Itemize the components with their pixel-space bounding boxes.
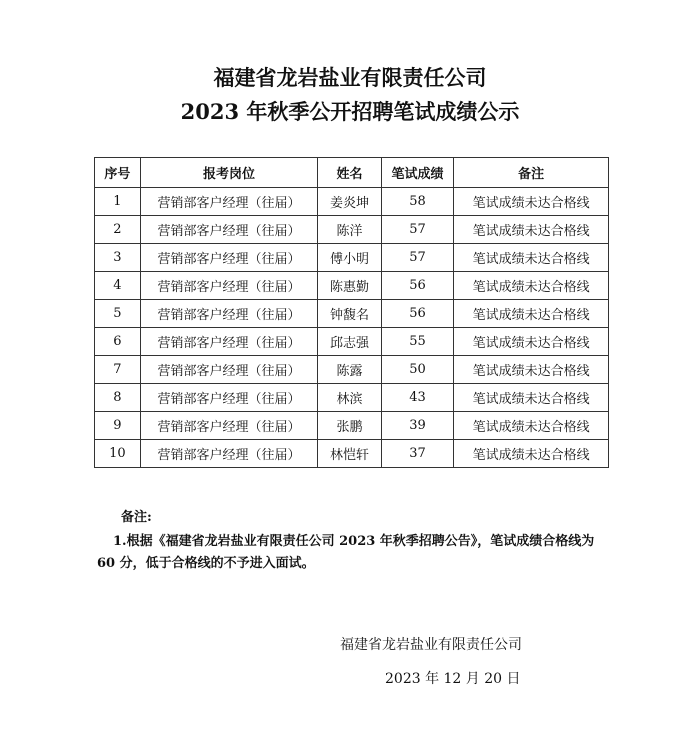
cell-name: 林恺轩	[318, 440, 382, 468]
cell-position: 营销部客户经理（往届）	[140, 356, 318, 384]
table-row	[95, 328, 609, 356]
cell-score: 39	[381, 412, 453, 440]
cell-name: 陈惠勤	[318, 272, 382, 300]
table-header-row	[95, 158, 609, 188]
cell-number: 3	[95, 244, 141, 272]
cell-number: 5	[95, 300, 141, 328]
table-row	[95, 216, 609, 244]
cell-position: 营销部客户经理（往届）	[140, 412, 318, 440]
cell-score: 58	[381, 188, 453, 216]
cell-number: 9	[95, 412, 141, 440]
column-header-name: 姓名	[318, 158, 382, 188]
table-row	[95, 244, 609, 272]
cell-number: 7	[95, 356, 141, 384]
cell-score: 57	[381, 244, 453, 272]
table-row	[95, 300, 609, 328]
cell-score: 56	[381, 300, 453, 328]
cell-score: 56	[381, 272, 453, 300]
table-body	[95, 188, 609, 468]
table-row	[95, 188, 609, 216]
cell-remark: 笔试成绩未达合格线	[454, 300, 609, 328]
cell-score: 37	[381, 440, 453, 468]
cell-number: 6	[95, 328, 141, 356]
cell-name: 邱志强	[318, 328, 382, 356]
cell-name: 张鹏	[318, 412, 382, 440]
cell-remark: 笔试成绩未达合格线	[454, 188, 609, 216]
cell-number: 4	[95, 272, 141, 300]
cell-position: 营销部客户经理（往届）	[140, 272, 318, 300]
issue-date: 2023 年 12 月 20 日	[385, 671, 521, 687]
cell-name: 陈洋	[318, 216, 382, 244]
notes-label: 备注:	[121, 510, 152, 525]
cell-name: 姜炎坤	[318, 188, 382, 216]
cell-number: 1	[95, 188, 141, 216]
table-row	[95, 412, 609, 440]
cell-remark: 笔试成绩未达合格线	[454, 384, 609, 412]
cell-position: 营销部客户经理（往届）	[140, 188, 318, 216]
cell-remark: 笔试成绩未达合格线	[454, 244, 609, 272]
table-row	[95, 384, 609, 412]
cell-name: 傅小明	[318, 244, 382, 272]
table-row	[95, 272, 609, 300]
cell-remark: 笔试成绩未达合格线	[454, 412, 609, 440]
cell-position: 营销部客户经理（往届）	[140, 300, 318, 328]
notes-text	[97, 531, 609, 575]
cell-position: 营销部客户经理（往届）	[140, 440, 318, 468]
column-header-number: 序号	[95, 158, 141, 188]
cell-name: 陈露	[318, 356, 382, 384]
cell-score: 50	[381, 356, 453, 384]
document-subtitle: 2023 年秋季公开招聘笔试成绩公示	[180, 99, 520, 124]
column-header-score: 笔试成绩	[381, 158, 453, 188]
cell-score: 43	[381, 384, 453, 412]
cell-position: 营销部客户经理（往届）	[140, 328, 318, 356]
column-header-remark: 备注	[454, 158, 609, 188]
cell-position: 营销部客户经理（往届）	[140, 244, 318, 272]
issuer-company: 福建省龙岩盐业有限责任公司	[340, 637, 522, 653]
cell-number: 2	[95, 216, 141, 244]
cell-score: 55	[381, 328, 453, 356]
cell-remark: 笔试成绩未达合格线	[454, 216, 609, 244]
document-title: 福建省龙岩盐业有限责任公司	[213, 65, 487, 90]
table-row	[95, 356, 609, 384]
cell-position: 营销部客户经理（往届）	[140, 216, 318, 244]
cell-score: 57	[381, 216, 453, 244]
cell-number: 8	[95, 384, 141, 412]
cell-name: 钟馥名	[318, 300, 382, 328]
score-table	[94, 157, 609, 468]
notes-text-content: 1.根据《福建省龙岩盐业有限责任公司 2023 年秋季招聘公告》，笔试成绩合格线为 60 分，低于合格线的不予进入面试。	[97, 534, 595, 571]
cell-position: 营销部客户经理（往届）	[140, 384, 318, 412]
cell-name: 林滨	[318, 384, 382, 412]
table-row	[95, 440, 609, 468]
cell-remark: 笔试成绩未达合格线	[454, 272, 609, 300]
cell-remark: 笔试成绩未达合格线	[454, 328, 609, 356]
cell-remark: 笔试成绩未达合格线	[454, 440, 609, 468]
cell-remark: 笔试成绩未达合格线	[454, 356, 609, 384]
column-header-position: 报考岗位	[140, 158, 318, 188]
cell-number: 10	[95, 440, 141, 468]
